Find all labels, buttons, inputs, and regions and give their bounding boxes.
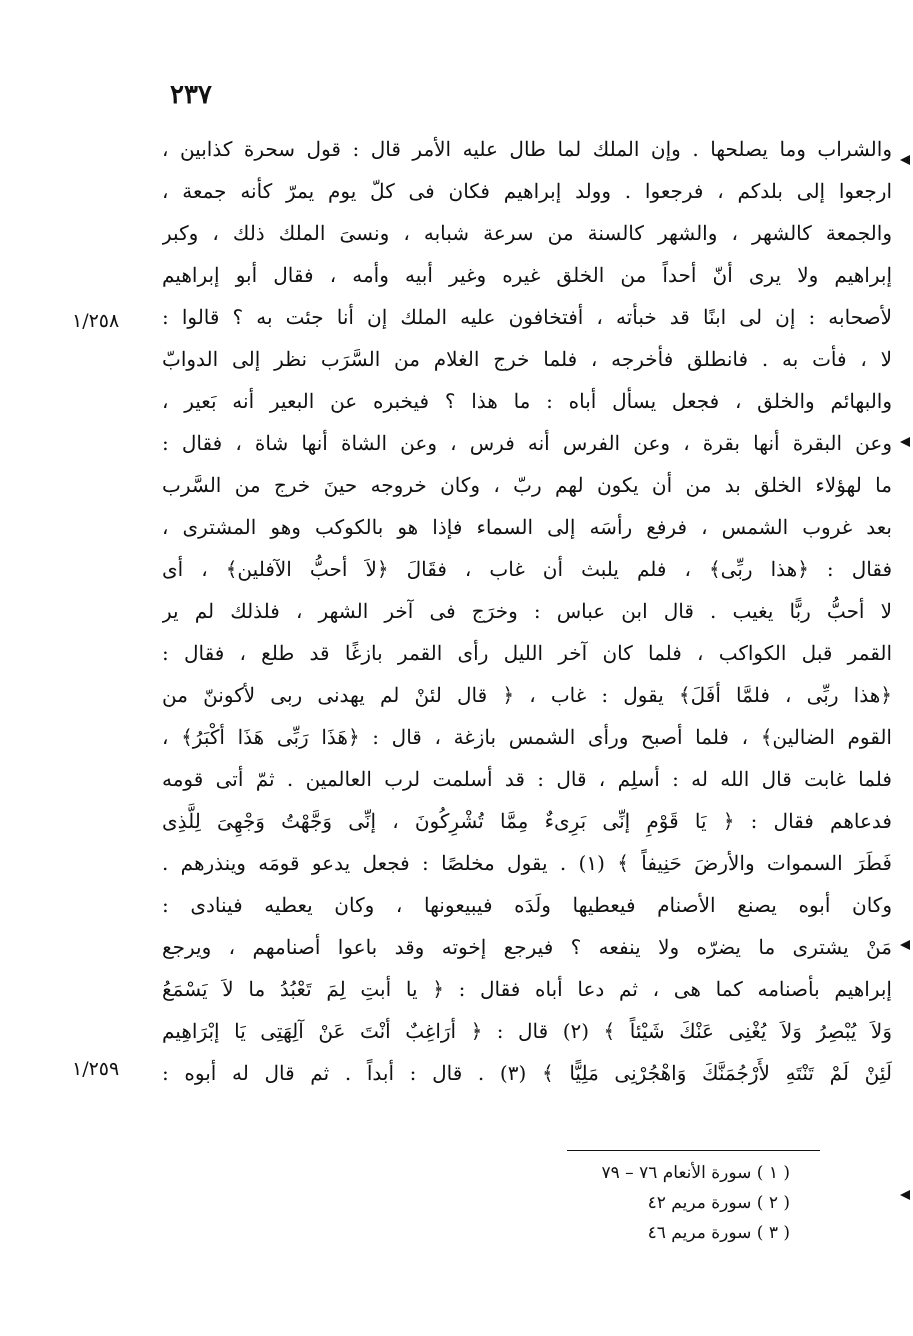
footnotes	[560, 1158, 790, 1248]
text-line: وَلاَ يُبْصِرُ وَلاَ يُغْنِى عَنْكَ شَيْئاً ﴾ (٢) قال : ﴿ أرَاغِبٌ أنْتَ عَنْ آلِهَتِى يَا إبْرَاهِيم	[162, 1019, 892, 1043]
text-line: ما لهؤلاء الخلق بد من أن يكون لهم ربّ ، وكان خروجه حينَ خرج من السَّرب	[162, 473, 892, 497]
footnote-divider	[567, 1150, 820, 1151]
text-line: وكان أبوه يصنع الأصنام فيعطيها ولَدَه فيبيعونها ، وكان يعطيه فينادى :	[162, 893, 892, 917]
page-number: ٢٣٧	[170, 80, 212, 110]
text-line: فقال : ﴿هذا ربِّى﴾ ، فلم يلبث أن غاب ، فقَالَ ﴿لاَ أحبُّ الآفلين﴾ ، أى	[162, 557, 892, 581]
page-edge-mark	[900, 940, 910, 950]
text-line: فَطَرَ السموات والأرضَ حَنِيفاً ﴾ (١) . يقول مخلصًا : فجعل يدعو قومَه وينذرهم .	[162, 851, 892, 875]
text-line: مَنْ يشترى ما يضرّه ولا ينفعه ؟ فيرجع إخوته وقد باعوا أصنامهم ، ويرجع	[162, 935, 892, 959]
text-line: إبراهيم ولا يرى أنّ أحداً من الخلق غيره وغير أبيه وأمه ، فقال أبو إبراهيم	[162, 263, 892, 287]
footnote: ( ٣ ) سورة مريم ٤٦	[647, 1223, 790, 1243]
page-edge-mark	[900, 1190, 910, 1200]
margin-reference: ١/٢٥٨	[72, 310, 120, 332]
text-line: لا أحبُّ ربًّا يغيب . قال ابن عباس : وخرَج فى آخر الشهر ، فلذلك لم ير	[162, 599, 892, 623]
text-line: والجمعة كالشهر ، والشهر كالسنة من سرعة شبابه ، ونسىَ الملك ذلك ، وكبر	[162, 221, 892, 245]
margin-reference: ١/٢٥٩	[72, 1058, 120, 1080]
text-line: ارجعوا إلى بلدكم ، فرجعوا . وولد إبراهيم فكان فى كلّ يوم يمرّ كأنه جمعة ،	[162, 179, 892, 203]
body-text	[162, 128, 892, 1094]
text-line: فلما غابت قال الله له : أسلِم ، قال : قد أسلمت لرب العالمين . ثمّ أتى قومه	[162, 767, 892, 791]
page-edge-mark	[900, 437, 910, 447]
text-line: إبراهيم بأصنامه كما هى ، ثم دعا أباه فقال : ﴿ يا أبتِ لِمَ تَعْبُدُ ما لاَ يَسْمَعُ	[162, 977, 892, 1001]
text-line: القوم الضالين﴾ ، فلما أصبح ورأى الشمس بازغة ، قال : ﴿هَذَا رَبِّى هَذَا أكْبَرُ﴾ ،	[162, 725, 892, 749]
text-line: لَئِنْ لَمْ تَنْتَهِ لأَرْجُمَنَّكَ وَاهْجُرْنِى مَلِيًّا ﴾ (٣) . قال : أبداً . ثم قال له أبوه :	[162, 1061, 892, 1085]
footnote: ( ٢ ) سورة مريم ٤٢	[647, 1193, 790, 1213]
text-line: ﴿هذا ربِّى ، فلمَّا أفَلَ﴾ يقول : غاب ، ﴿ قال لئنْ لم يهدنى ربى لأكوننّ من	[162, 683, 892, 707]
text-line: وعن البقرة أنها بقرة ، وعن الفرس أنه فرس ، وعن الشاة أنها شاة ، فقال :	[162, 431, 892, 455]
text-line: والشراب وما يصلحها . وإن الملك لما طال عليه الأمر قال : قول سحرة كذابين ،	[162, 137, 892, 161]
text-line: القمر قبل الكواكب ، فلما كان آخر الليل رأى القمر بازغًا قد طلع ، فقال :	[162, 641, 892, 665]
text-line: لا ، فأت به . فانطلق فأخرجه ، فلما خرج الغلام من السَّرَب نظر إلى الدوابّ	[162, 347, 892, 371]
footnote: ( ١ ) سورة الأنعام ٧٦ – ٧٩	[601, 1163, 790, 1183]
text-line: فدعاهم فقال : ﴿ يَا قَوْمِ إنِّى بَرِىءٌ مِمَّا تُشْرِكُونَ ، إنِّى وَجَّهْتُ وَجْهِىَ لِلَّذِى	[162, 809, 892, 833]
page-edge-mark	[900, 155, 910, 165]
text-line: بعد غروب الشمس ، فرفع رأسَه إلى السماء فإذا هو بالكوكب وهو المشترى ،	[162, 515, 892, 539]
text-line: والبهائم والخلق ، فجعل يسأل أباه : ما هذا ؟ فيخبره عن البعير أنه بَعير ،	[162, 389, 892, 413]
text-line: لأصحابه : إن لى ابنًا قد خبأته ، أفتخافون عليه الملك إن أنا جئت به ؟ قالوا :	[162, 305, 892, 329]
